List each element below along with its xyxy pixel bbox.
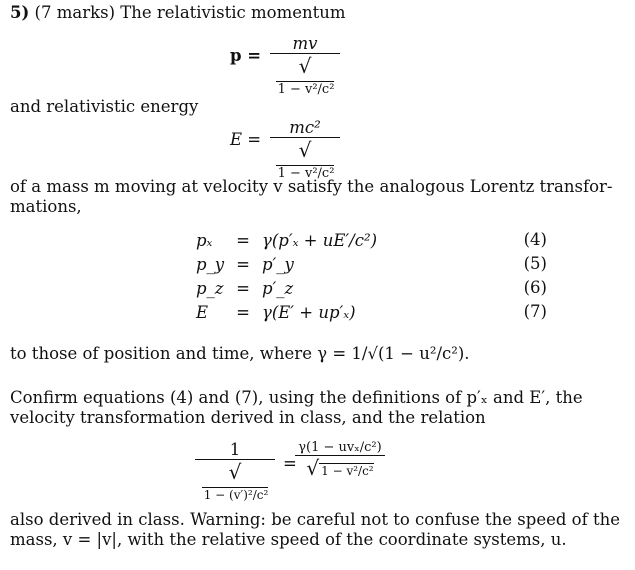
equation-lhs: pₓ xyxy=(196,230,213,250)
equation-lhs: E xyxy=(196,302,209,322)
problem-intro: (7 marks) The relativistic momentum xyxy=(34,3,346,22)
relation-right-numerator: γ(1 − uvₓ/c²) xyxy=(298,440,382,455)
relation-left-fraction: $\frac{1}{\text{√1 − (v′)²/c²}}$ xyxy=(195,440,275,503)
equation-row: p_z = p′_z xyxy=(190,276,383,300)
paragraph-line: also derived in class. Warning: be careful not to confuse the speed of the xyxy=(10,510,620,529)
momentum-denominator: 1 − v²/c² xyxy=(277,82,335,97)
problem-header xyxy=(10,3,346,23)
energy-fraction: $\frac{\text{mc²}}{\text{√1 − v²/c²}}$ xyxy=(270,118,340,181)
equation-rhs: p′_y xyxy=(261,254,294,274)
relation-equation: $\frac{1}{\text{√1 − (v′)²/c²}}$ = γ(1 − uvₓ/c²) √ 1 − v²/c² xyxy=(195,440,385,500)
paragraph-line: velocity transformation derived in class, and the relation xyxy=(10,408,486,427)
momentum-fraction: $\frac{mv}{\text{√1 − v²/c²}}$ xyxy=(270,34,340,97)
paragraph-line: of a mass m moving at velocity v satisfy the analogous Lorentz transfor- xyxy=(10,177,613,196)
paragraph-line: to those of position and time, where γ = 1/√(1 − u²/c²). xyxy=(10,344,470,363)
paragraph-line: mass, v = |v|, with the relative speed of the coordinate systems, u. xyxy=(10,530,567,549)
equation-rhs: p′_z xyxy=(261,278,294,298)
equation-rhs: γ(E′ + up′ₓ) xyxy=(261,302,356,322)
equation-tag: (4) xyxy=(523,230,547,249)
paragraph-line: mations, xyxy=(10,197,82,216)
equation-lhs: p_z xyxy=(196,278,224,298)
problem-number: 5) xyxy=(10,3,30,22)
equation-tag: (5) xyxy=(523,254,547,273)
relation-left-denominator: 1 − (v′)²/c² xyxy=(203,488,269,502)
energy-lhs: E = xyxy=(230,130,262,149)
paragraph-line: Confirm equations (4) and (7), using the definitions of p′ₓ and E′, the xyxy=(10,388,583,407)
momentum-lhs: p = xyxy=(230,46,262,65)
equation-lhs: p_y xyxy=(196,254,225,274)
momentum-numerator: mv xyxy=(292,34,318,53)
equation-row: pₓ = γ(p′ₓ + uE′/c²) xyxy=(190,228,383,252)
energy-denominator: 1 − v²/c² xyxy=(277,166,335,181)
relation-right-denominator: 1 − v²/c² xyxy=(321,464,374,478)
equation-tag: (7) xyxy=(523,302,547,321)
equation-tag: (6) xyxy=(523,278,547,297)
equation-rhs: γ(p′ₓ + uE′/c²) xyxy=(261,230,378,250)
energy-numerator: mc² xyxy=(289,118,321,137)
equation-row: E = γ(E′ + up′ₓ) xyxy=(190,300,383,324)
lorentz-transformations xyxy=(190,228,383,324)
equation-row: p_y = p′_y xyxy=(190,252,383,276)
relation-right-fraction: γ(1 − uvₓ/c²) √ 1 − v²/c² xyxy=(295,440,385,480)
relation-left-numerator: 1 xyxy=(229,440,241,459)
energy-intro: and relativistic energy xyxy=(10,97,199,116)
